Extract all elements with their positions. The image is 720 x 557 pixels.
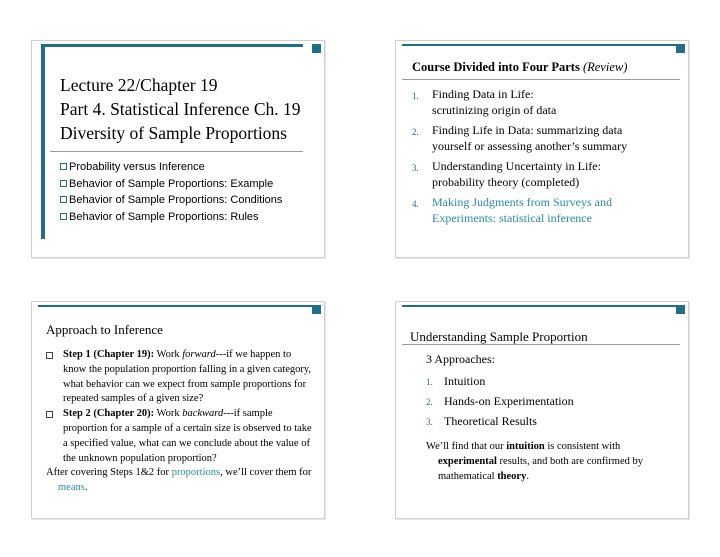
slide-4 xyxy=(395,301,689,519)
title-divider xyxy=(402,79,680,80)
slide-2 xyxy=(395,40,689,258)
square-bullet-icon xyxy=(60,163,67,170)
slide-3 xyxy=(31,301,325,519)
closing-note: After covering Steps 1&2 for proportions, we’ll cover them for means. xyxy=(46,467,312,494)
list-item: 1. Finding Data in Life: scrutinizing origin of data xyxy=(412,87,557,117)
accent-square xyxy=(312,44,321,53)
review-note: (Review) xyxy=(582,60,628,74)
slide-1-title xyxy=(60,73,301,145)
accent-line-top xyxy=(38,305,316,307)
accent-square xyxy=(676,44,685,53)
accent-square xyxy=(312,305,321,314)
slide-1-bullets xyxy=(60,159,282,225)
title-line-2: Part 4. Statistical Inference Ch. 19 xyxy=(60,99,301,119)
list-item: 3. Understanding Uncertainty in Life: probability theory (completed) xyxy=(412,159,601,189)
slide-3-title: Approach to Inference xyxy=(46,322,163,337)
step-2: Step 2 (Chapter 20): Work backward---if sample proportion for a sample of a certain size is observed to take a specified value, what can we conclude about the value of the unknown population proportion? xyxy=(46,407,316,466)
list-item: Probability versus Inference xyxy=(60,159,282,176)
title-line-1: Lecture 22/Chapter 19 xyxy=(60,75,218,95)
slide-1 xyxy=(31,40,325,258)
slide-2-title: Course Divided into Four Parts (Review) xyxy=(412,60,628,74)
slide-4-paragraph: We’ll find that our intuition is consistent with experimental results, and both are confirmed by mathematical theory. xyxy=(426,441,643,482)
slide-2-list xyxy=(412,86,627,230)
accent-line-top xyxy=(402,44,680,46)
approaches-intro: 3 Approaches: xyxy=(426,352,495,366)
title-divider xyxy=(50,151,303,152)
list-item: Behavior of Sample Proportions: Rules xyxy=(60,209,282,226)
list-item: 1. Intuition xyxy=(426,374,486,388)
accent-bar-horizontal xyxy=(45,44,303,47)
list-item: Behavior of Sample Proportions: Example xyxy=(60,176,282,193)
square-bullet-icon xyxy=(60,213,67,220)
slide-3-body xyxy=(46,348,316,496)
step-1: Step 1 (Chapter 19): Work forward---if we happen to know the population proportion falling in a given category, what behavior can we expect from sample proportions for repeated samples of a given size? xyxy=(46,348,316,407)
accent-line-top xyxy=(402,305,680,307)
slide-4-list xyxy=(426,371,574,431)
list-item-highlighted: 4. Making Judgments from Surveys and Experiments: statistical inference xyxy=(412,195,612,225)
slide-4-title: Understanding Sample Proportion xyxy=(410,329,588,344)
square-bullet-icon xyxy=(60,196,67,203)
list-item: Behavior of Sample Proportions: Conditions xyxy=(60,192,282,209)
accent-bar-vertical xyxy=(41,44,45,239)
title-line-3: Diversity of Sample Proportions xyxy=(60,123,287,143)
list-item: 2. Finding Life in Data: summarizing data yourself or assessing another’s summary xyxy=(412,123,628,153)
square-bullet-icon xyxy=(46,352,53,359)
square-bullet-icon xyxy=(46,411,53,418)
list-item: 2. Hands-on Experimentation xyxy=(426,394,574,408)
list-item: 3. Theoretical Results xyxy=(426,414,537,428)
accent-square xyxy=(676,305,685,314)
title-divider xyxy=(402,344,680,345)
square-bullet-icon xyxy=(60,180,67,187)
